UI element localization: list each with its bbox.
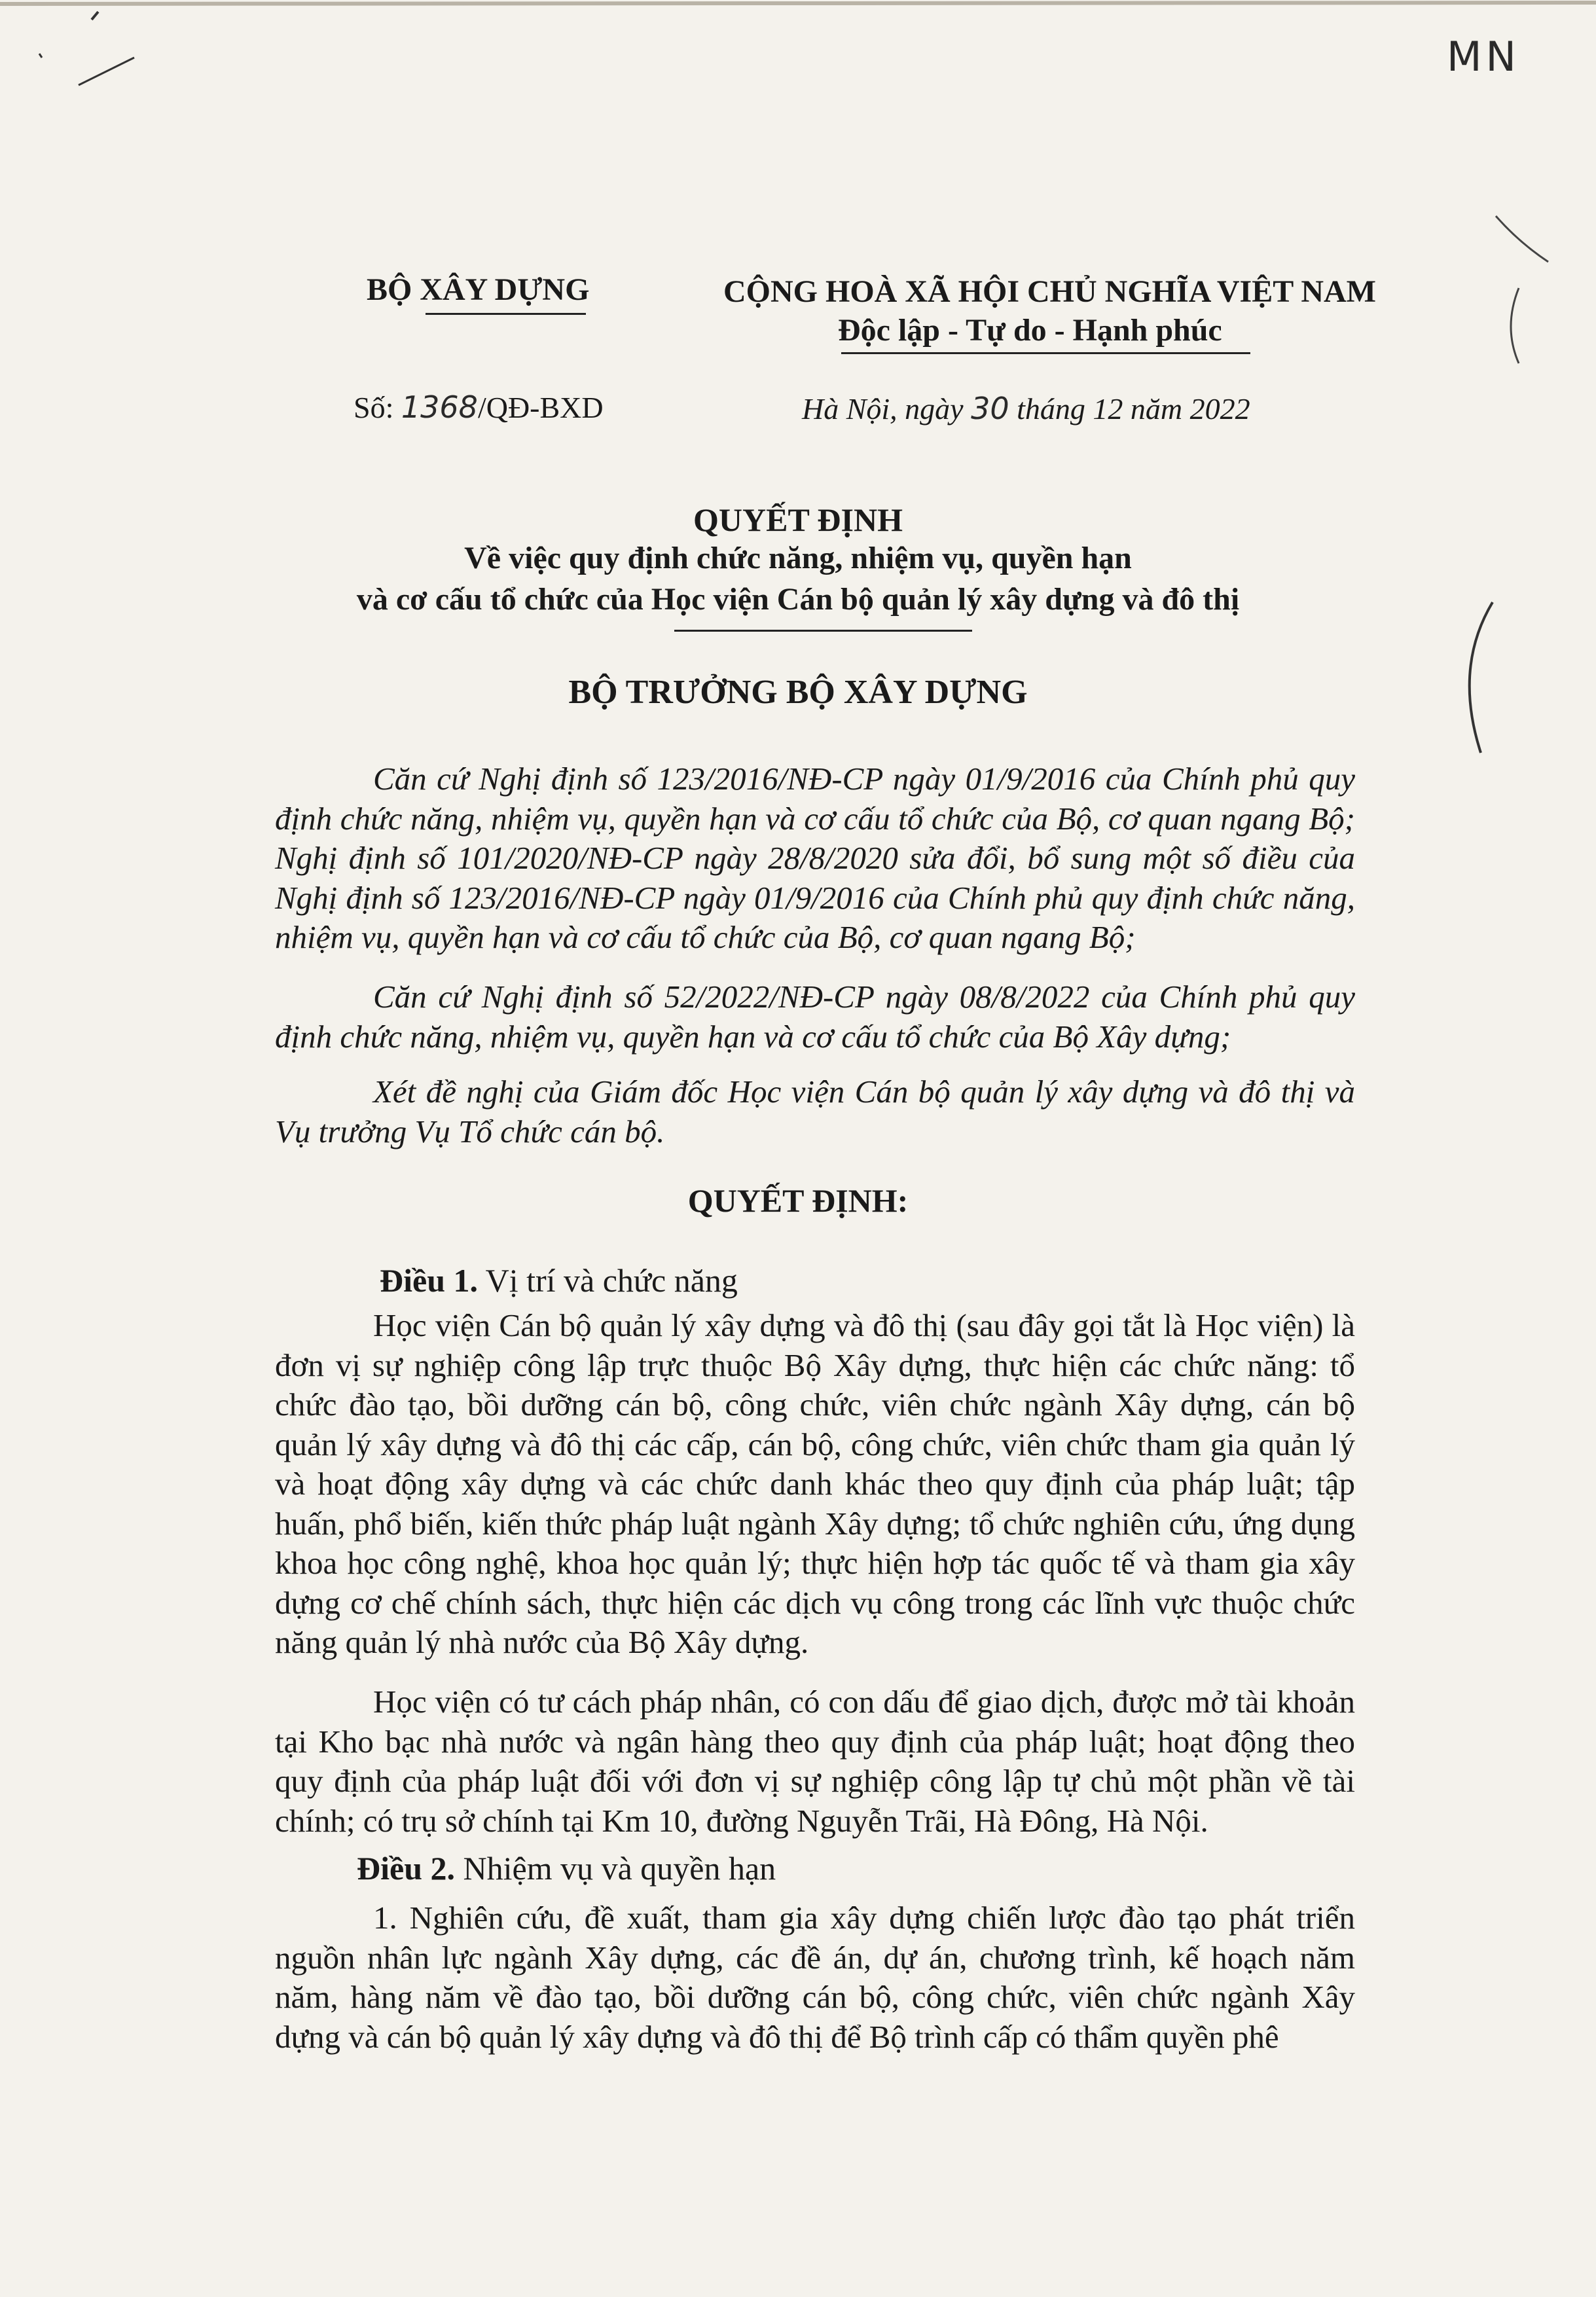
national-motto: Độc lập - Tự do - Hạnh phúc (838, 313, 1222, 348)
article-2-paragraph-1: 1. Nghiên cứu, đề xuất, tham gia xây dựng chiến lược đào tạo phát triển nguồn nhân lực ngành Xây dựng, các đề án, dự án, chương trình, kế hoạch năm năm, hàng năm về đào tạo, bồi dưỡng cán bộ, công chức, viên chức ngành Xây dựng và cán bộ quản lý xây dựng và đô thị để Bộ trình cấp có thẩm quyền phê (275, 1900, 1355, 2055)
issuing-authority: BỘ TRƯỞNG BỘ XÂY DỰNG (568, 674, 1028, 711)
article-1-label: Điều 1. (380, 1262, 478, 1299)
ministry-underline (426, 313, 586, 315)
article-1-heading (380, 1261, 738, 1299)
subject-underline (674, 630, 972, 632)
subject-line-2: và cơ cấu tổ chức của Học viện Cán bộ quản lý xây dựng và đô thị (356, 582, 1240, 617)
article-1-paragraph-1: Học viện Cán bộ quản lý xây dựng và đô thị (sau đây gọi tắt là Học viện) là đơn vị sự nghiệp công lập trực thuộc Bộ Xây dựng, thực hiện các chức năng: tổ chức đào tạo, bồi dưỡng cán bộ, công chức, viên chức ngành Xây dựng, cán bộ quản lý xây dựng và đô thị các cấp, cán bộ, công chức, viên chức tham gia quản lý và hoạt động xây dựng và các chức danh khác theo quy định của pháp luật; tập huấn, phổ biến, kiến thức pháp luật ngành Xây dựng; tổ chức nghiên cứu, ứng dụng khoa học công nghệ, khoa học quản lý; thực hiện hợp tác quốc tế và tham gia xây dựng cơ chế chính sách, thực hiện các dịch vụ công trong các lĩnh vực thuộc chức năng quản lý nhà nước của Bộ Xây dựng. (275, 1307, 1355, 1660)
date-prefix: Hà Nội, ngày (802, 392, 971, 425)
date-day-handwritten: 30 (971, 391, 1009, 426)
document-number (354, 389, 604, 425)
preamble-paragraph-3: Xét đề nghị của Giám đốc Học viện Cán bộ quản lý xây dựng và đô thị và Vụ trưởng Vụ Tổ chức cán bộ. (275, 1074, 1355, 1149)
article-1-title: Vị trí và chức năng (478, 1262, 738, 1299)
article-1-paragraph-2: Học viện có tư cách pháp nhân, có con dấu để giao dịch, được mở tài khoản tại Kho bạc nhà nước và ngân hàng theo quy định của pháp luật; hoạt động theo quy định của pháp luật đối với đơn vị sự nghiệp công lập tự chủ một phần về tài chính; có trụ sở chính tại Km 10, đường Nguyễn Trãi, Hà Đông, Hà Nội. (275, 1684, 1355, 1839)
document-date (802, 391, 1250, 426)
number-prefix: Số: (354, 391, 401, 424)
article-2-label: Điều 2. (357, 1850, 455, 1887)
preamble-paragraph-2: Căn cứ Nghị định số 52/2022/NĐ-CP ngày 08/8/2022 của Chính phủ quy định chức năng, nhiệm vụ, quyền hạn và cơ cấu tổ chức của Bộ Xây dựng; (275, 979, 1355, 1055)
subject-line-1: Về việc quy định chức năng, nhiệm vụ, quyền hạn (464, 541, 1132, 575)
decision-heading: QUYẾT ĐỊNH: (687, 1182, 909, 1219)
country-name: CỘNG HOÀ XÃ HỘI CHỦ NGHĨA VIỆT NAM (723, 274, 1376, 309)
handwritten-mark: MN (1447, 33, 1520, 81)
document-heading: QUYẾT ĐỊNH (693, 501, 903, 538)
article-2-heading (357, 1849, 776, 1887)
date-suffix: tháng 12 năm 2022 (1009, 392, 1250, 425)
preamble-paragraph-1: Căn cứ Nghị định số 123/2016/NĐ-CP ngày 01/9/2016 của Chính phủ quy định chức năng, nhiệm vụ, quyền hạn và cơ cấu tổ chức của Bộ, cơ quan ngang Bộ; Nghị định số 101/2020/NĐ-CP ngày 28/8/2020 sửa đổi, bổ sung một số điều của Nghị định số 123/2016/NĐ-CP ngày 01/9/2016 của Chính phủ quy định chức năng, nhiệm vụ, quyền hạn và cơ cấu tổ chức của Bộ, cơ quan ngang Bộ; (275, 761, 1355, 955)
article-2-title: Nhiệm vụ và quyền hạn (455, 1850, 776, 1887)
ministry-name: BỘ XÂY DỰNG (367, 272, 590, 307)
number-suffix: /QĐ-BXD (477, 391, 604, 424)
number-handwritten: 1368 (401, 389, 478, 425)
motto-underline (841, 352, 1250, 354)
